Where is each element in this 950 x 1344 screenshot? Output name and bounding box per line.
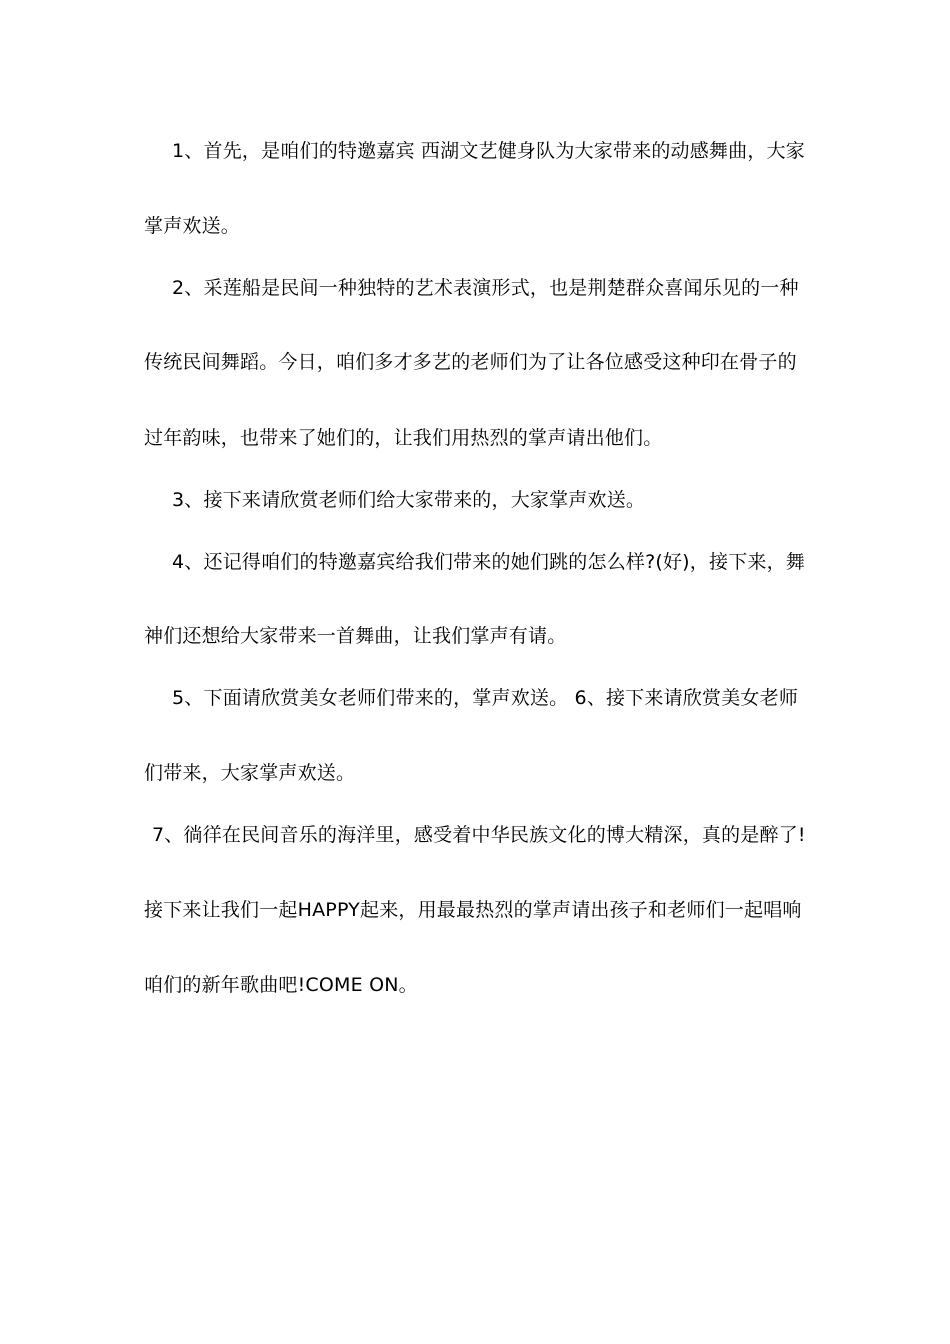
text-line-1: 1、首先，是咱们的特邀嘉宾 西湖文艺健身队为大家带来的动感舞曲，大家 xyxy=(172,140,805,162)
text-line-10: 们带来，大家掌声欢送。 xyxy=(144,762,356,784)
text-line-12: 接下来让我们一起HAPPY起来，用最最热烈的掌声请出孩子和老师们一起唱响 xyxy=(144,899,802,921)
text-line-4: 传统民间舞蹈。今日，咱们多才多艺的老师们为了让各位感受这种印在骨子的 xyxy=(144,351,797,373)
text-line-3: 2、采莲船是民间一种独特的艺术表演形式，也是荆楚群众喜闻乐见的一种 xyxy=(172,277,799,299)
text-line-9: 5、下面请欣赏美女老师们带来的，掌声欢送。 6、接下来请欣赏美女老师 xyxy=(172,687,799,709)
text-line-5: 过年韵味，也带来了她们的，让我们用热烈的掌声请出他们。 xyxy=(144,427,663,449)
text-line-6: 3、接下来请欣赏老师们给大家带来的，大家掌声欢送。 xyxy=(172,489,646,511)
text-line-13: 咱们的新年歌曲吧!COME ON。 xyxy=(144,974,418,996)
text-line-2: 掌声欢送。 xyxy=(144,215,241,237)
text-line-11: 7、徜徉在民间音乐的海洋里，感受着中华民族文化的博大精深，真的是醉了! xyxy=(152,824,806,846)
text-line-8: 神们还想给大家带来一首舞曲，让我们掌声有请。 xyxy=(144,625,567,647)
text-line-7: 4、还记得咱们的特邀嘉宾给我们带来的她们跳的怎么样?(好)，接下来，舞 xyxy=(172,551,805,573)
